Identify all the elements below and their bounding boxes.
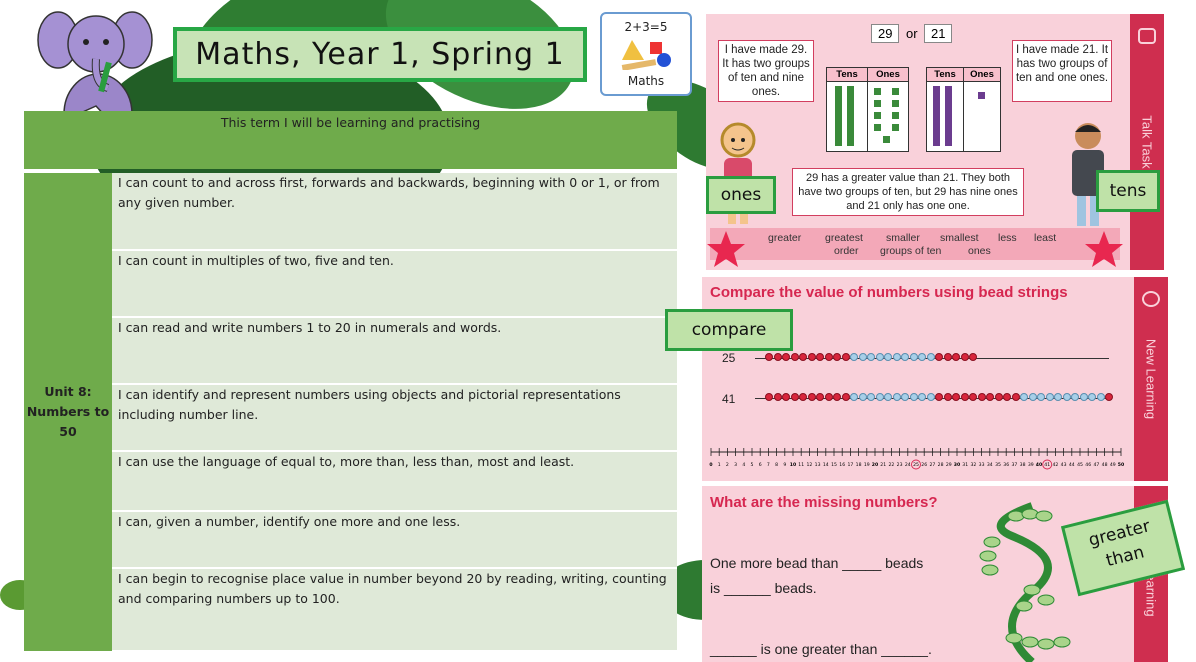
learning-outcomes-table bbox=[24, 111, 677, 652]
number-line-label: 34 bbox=[986, 463, 993, 468]
bead bbox=[952, 393, 960, 401]
bead bbox=[833, 353, 841, 361]
bead bbox=[1105, 393, 1113, 401]
vocab-word: greater bbox=[768, 232, 802, 244]
vocab-word: order bbox=[834, 245, 859, 257]
number-line-label: 25 bbox=[913, 463, 919, 468]
bead bbox=[918, 353, 926, 361]
number-line-label: 19 bbox=[863, 463, 870, 468]
number-line-label: 5 bbox=[750, 463, 754, 468]
girl-speech-bubble: I have made 29. It has two groups of ten and nine ones. bbox=[718, 40, 814, 102]
number-line-label: 50 bbox=[1117, 463, 1125, 468]
ones-label: ones bbox=[706, 176, 776, 214]
number-line-label: 10 bbox=[789, 463, 797, 468]
maths-caption: Maths bbox=[627, 74, 665, 88]
bead bbox=[901, 393, 909, 401]
number-line-label: 31 bbox=[962, 463, 969, 468]
bead bbox=[995, 393, 1003, 401]
bead bbox=[825, 353, 833, 361]
bead bbox=[910, 393, 918, 401]
bead-string-beads bbox=[765, 393, 1114, 401]
number-line-label: 22 bbox=[888, 463, 895, 468]
vocabulary-bar bbox=[710, 228, 1120, 260]
bead bbox=[918, 393, 926, 401]
new-learning-tab-label: New Learning bbox=[1143, 338, 1159, 420]
bead bbox=[808, 353, 816, 361]
bead bbox=[867, 353, 875, 361]
missing-line-2: is ______ beads. bbox=[710, 580, 817, 596]
maths-subject-icon bbox=[600, 12, 692, 96]
tens-cell bbox=[927, 82, 964, 152]
bead bbox=[1054, 393, 1062, 401]
outcome-item: I can count in multiples of two, five and ten. bbox=[112, 250, 677, 317]
outcome-item: I can count to and across first, forwards and backwards, beginning with 0 or 1, or from any given number. bbox=[112, 173, 677, 250]
bead bbox=[927, 353, 935, 361]
bead bbox=[884, 353, 892, 361]
bead bbox=[867, 393, 875, 401]
bead bbox=[1097, 393, 1105, 401]
beads-icon bbox=[1142, 291, 1160, 307]
bead bbox=[825, 393, 833, 401]
bead bbox=[808, 393, 816, 401]
number-line-label: 14 bbox=[822, 463, 829, 468]
missing-line-3: ______ is one greater than ______. bbox=[710, 641, 932, 657]
conclusion-bubble: 29 has a greater value than 21. They both have two groups of ten, but 29 has nine ones and 21 only has one one. bbox=[792, 168, 1024, 216]
number-line-label: 16 bbox=[839, 463, 846, 468]
ones-cubes-icon bbox=[964, 82, 1000, 148]
missing-line-1: One more bead than _____ beads bbox=[710, 555, 924, 571]
number-line-label: 11 bbox=[798, 463, 805, 468]
unit-label: Unit 8: Numbers to 50 bbox=[24, 173, 112, 651]
number-line-label: 27 bbox=[929, 463, 936, 468]
number-line-label: 41 bbox=[1044, 463, 1051, 468]
bead bbox=[1088, 393, 1096, 401]
bead bbox=[927, 393, 935, 401]
number-line-label: 40 bbox=[1035, 463, 1043, 468]
sum-text: 2+3=5 bbox=[624, 20, 668, 34]
vocab-word: smallest bbox=[940, 232, 979, 244]
number-a: 29 bbox=[871, 24, 899, 43]
outcome-item: I can use the language of equal to, more than, less than, most and least. bbox=[112, 451, 677, 511]
tens-header: Tens bbox=[927, 68, 964, 82]
bead bbox=[791, 353, 799, 361]
bead bbox=[859, 353, 867, 361]
number-line-label: 45 bbox=[1077, 463, 1083, 468]
bead bbox=[901, 353, 909, 361]
ones-cell bbox=[868, 82, 909, 152]
outcome-item: I can begin to recognise place value in number beyond 20 by reading, writing, counting and comparing numbers up to 100. bbox=[112, 568, 677, 651]
tens-rods-icon bbox=[927, 82, 963, 148]
bead bbox=[961, 393, 969, 401]
number-b: 21 bbox=[924, 24, 952, 43]
number-line-label: 49 bbox=[1109, 463, 1116, 468]
bead bbox=[842, 393, 850, 401]
bead bbox=[910, 353, 918, 361]
bead bbox=[816, 393, 824, 401]
number-line-label: 18 bbox=[855, 463, 862, 468]
bead bbox=[935, 393, 943, 401]
number-line-label: 23 bbox=[896, 463, 903, 468]
bead bbox=[859, 393, 867, 401]
number-line-label: 38 bbox=[1019, 463, 1026, 468]
number-line-label: 47 bbox=[1093, 463, 1100, 468]
vocab-word: groups of ten bbox=[880, 245, 942, 257]
bead bbox=[1029, 393, 1037, 401]
tens-header: Tens bbox=[827, 68, 868, 82]
number-line-label: 42 bbox=[1052, 463, 1059, 468]
bead bbox=[986, 393, 994, 401]
shapes-icon bbox=[616, 36, 676, 70]
number-line-label: 36 bbox=[1003, 463, 1010, 468]
number-line-label: 26 bbox=[921, 463, 928, 468]
bead bbox=[1071, 393, 1079, 401]
bead bbox=[842, 353, 850, 361]
bead bbox=[952, 353, 960, 361]
bead bbox=[782, 393, 790, 401]
number-line-label: 48 bbox=[1101, 463, 1108, 468]
vocab-word: least bbox=[1034, 232, 1057, 244]
number-line-label: 33 bbox=[978, 463, 985, 468]
bead bbox=[1003, 393, 1011, 401]
bead bbox=[944, 393, 952, 401]
number-line-label: 32 bbox=[970, 463, 977, 468]
bead bbox=[791, 393, 799, 401]
table-header: This term I will be learning and practising bbox=[24, 111, 677, 169]
bead bbox=[765, 393, 773, 401]
bead bbox=[935, 353, 943, 361]
vocab-word: smaller bbox=[886, 232, 920, 244]
bead bbox=[1020, 393, 1028, 401]
vocab-word: less bbox=[998, 232, 1017, 244]
number-line-label: 0 bbox=[709, 463, 713, 468]
number-line-label: 2 bbox=[725, 463, 729, 468]
number-line-label: 15 bbox=[831, 463, 837, 468]
ones-header: Ones bbox=[868, 68, 909, 82]
bead-string-label: 25 bbox=[722, 351, 736, 365]
bead bbox=[850, 393, 858, 401]
number-line bbox=[706, 446, 1126, 470]
or-text: or bbox=[906, 26, 918, 41]
bead bbox=[884, 393, 892, 401]
number-line-label: 12 bbox=[806, 463, 813, 468]
bead bbox=[782, 353, 790, 361]
bead bbox=[978, 393, 986, 401]
speech-icon bbox=[1138, 28, 1156, 44]
new-learning-heading: Compare the value of numbers using bead strings bbox=[710, 284, 1068, 301]
bead-string-label: 41 bbox=[722, 392, 736, 406]
number-line-label: 44 bbox=[1068, 463, 1075, 468]
ones-cell bbox=[964, 82, 1001, 152]
bead bbox=[969, 393, 977, 401]
bead bbox=[1063, 393, 1071, 401]
number-line-label: 7 bbox=[766, 463, 770, 468]
number-line-label: 13 bbox=[814, 463, 821, 468]
bead bbox=[1080, 393, 1088, 401]
tens-label: tens bbox=[1096, 170, 1160, 212]
bead bbox=[961, 353, 969, 361]
bead bbox=[799, 393, 807, 401]
bead bbox=[1037, 393, 1045, 401]
number-line-label: 1 bbox=[717, 463, 721, 468]
tens-rods-icon bbox=[827, 82, 867, 148]
number-line-label: 21 bbox=[880, 463, 887, 468]
bead-string-beads bbox=[765, 353, 978, 361]
vocab-word: ones bbox=[968, 245, 991, 257]
number-line-label: 20 bbox=[871, 463, 879, 468]
talk-task-tab-label: Talk Task bbox=[1139, 115, 1155, 169]
page-title: Maths, Year 1, Spring 1 bbox=[173, 27, 587, 82]
number-line-label: 30 bbox=[953, 463, 961, 468]
bead bbox=[799, 353, 807, 361]
number-line-label: 29 bbox=[945, 463, 952, 468]
number-line-label: 8 bbox=[775, 463, 779, 468]
ones-cubes-icon bbox=[868, 82, 908, 148]
star-icon bbox=[1084, 230, 1124, 268]
outcome-item: I can, given a number, identify one more and one less. bbox=[112, 511, 677, 568]
bead bbox=[765, 353, 773, 361]
number-line-label: 28 bbox=[937, 463, 944, 468]
compare-label: compare bbox=[665, 309, 793, 351]
new-learning-tab[interactable] bbox=[1134, 277, 1168, 481]
number-line-label: 6 bbox=[758, 463, 762, 468]
number-line-label: 24 bbox=[904, 463, 911, 468]
bead bbox=[816, 353, 824, 361]
bead bbox=[1012, 393, 1020, 401]
bead bbox=[893, 393, 901, 401]
place-value-table-29 bbox=[826, 67, 909, 152]
number-line-label: 3 bbox=[734, 463, 738, 468]
bead bbox=[833, 393, 841, 401]
greater-than-label: greater than bbox=[1061, 500, 1185, 596]
bead bbox=[893, 353, 901, 361]
number-line-label: 4 bbox=[742, 463, 746, 468]
outcome-item: I can identify and represent numbers using objects and pictorial representations including number line. bbox=[112, 384, 677, 451]
number-line-label: 39 bbox=[1027, 463, 1034, 468]
bead bbox=[876, 393, 884, 401]
star-icon bbox=[706, 230, 746, 268]
bead bbox=[1046, 393, 1054, 401]
number-line-label: 17 bbox=[847, 463, 854, 468]
bead bbox=[774, 353, 782, 361]
missing-numbers-heading: What are the missing numbers? bbox=[710, 494, 938, 511]
boy-speech-bubble: I have made 21. It has two groups of ten and one ones. bbox=[1012, 40, 1112, 102]
number-line-label: 9 bbox=[783, 463, 787, 468]
place-value-table-21 bbox=[926, 67, 1001, 152]
outcome-item: I can read and write numbers 1 to 20 in numerals and words. bbox=[112, 317, 677, 384]
tens-cell bbox=[827, 82, 868, 152]
talk-task-tab[interactable] bbox=[1130, 14, 1164, 270]
number-line-label: 37 bbox=[1011, 463, 1018, 468]
number-line-label: 35 bbox=[995, 463, 1001, 468]
bead bbox=[969, 353, 977, 361]
number-line-label: 43 bbox=[1060, 463, 1067, 468]
number-line-label: 46 bbox=[1085, 463, 1092, 468]
ones-header: Ones bbox=[964, 68, 1001, 82]
bead bbox=[774, 393, 782, 401]
bead bbox=[850, 353, 858, 361]
bead bbox=[944, 353, 952, 361]
vocab-word: greatest bbox=[825, 232, 863, 244]
bead bbox=[876, 353, 884, 361]
